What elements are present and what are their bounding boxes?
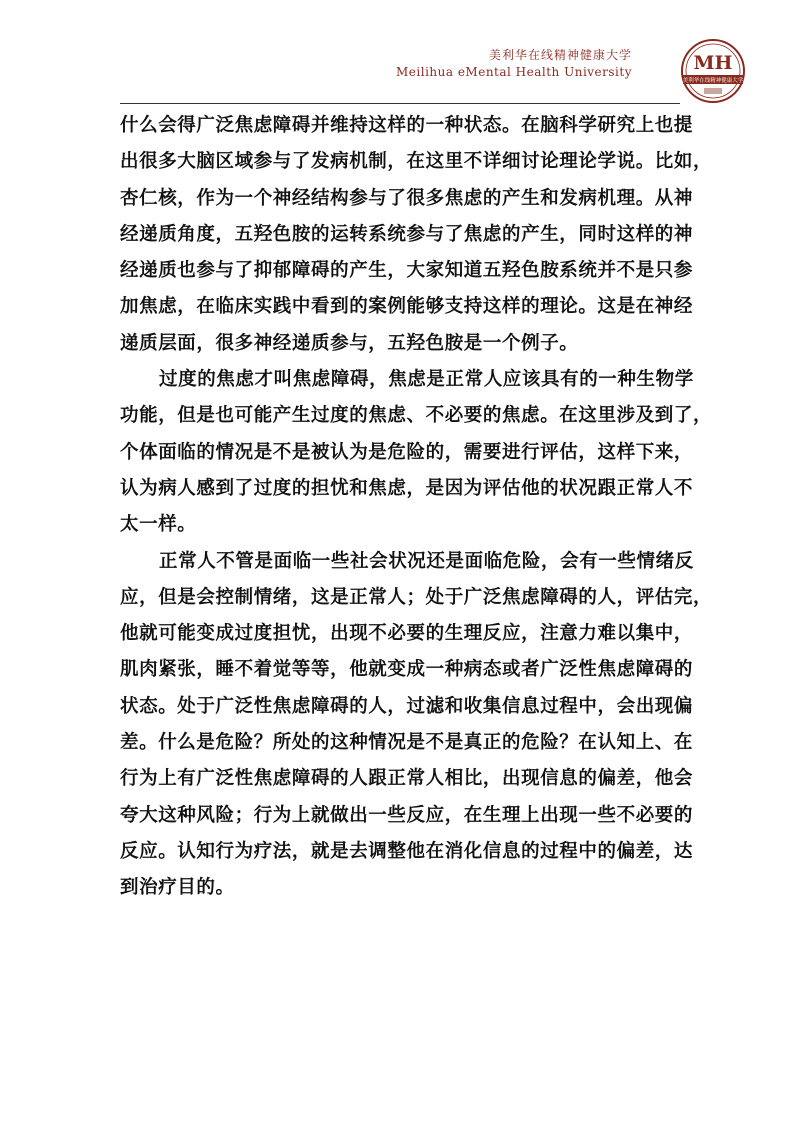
university-name-cn: 美利华在线精神健康大学: [488, 48, 632, 62]
paragraph-line: 状态。处于广泛性焦虑障碍的人，过滤和收集信息过程中，会出现偏: [120, 695, 694, 717]
page-header: [0, 0, 800, 110]
header-university-name: [396, 47, 632, 81]
paragraph-2: [120, 362, 713, 543]
paragraph-line: 加焦虑，在临床实践中看到的案例能够支持这样的理论。这是在神经: [120, 296, 694, 318]
paragraph-line: 什么会得广泛焦虑障碍并维持这样的一种状态。在脑科学研究上也提: [120, 115, 694, 136]
paragraph-line: 杏仁核，作为一个神经结构参与了很多焦虑的产生和发病机理。从神: [120, 187, 694, 209]
paragraph-line: 出很多大脑区域参与了发病机制，在这里不详细讨论理论学说。比如，: [120, 151, 713, 173]
paragraph-line: 个体面临的情况是不是被认为是危险的，需要进行评估，这样下来，: [120, 441, 694, 463]
paragraph-line: 递质层面，很多神经递质参与，五羟色胺是一个例子。: [120, 332, 579, 354]
paragraph-line: 他就可能变成过度担忧，出现不必要的生理反应，注意力难以集中，: [120, 623, 694, 645]
paragraph-line: 太一样。: [120, 514, 197, 536]
university-name-en: Meilihua eMental Health University: [396, 65, 632, 79]
paragraph-line: 行为上有广泛性焦虑障碍的人跟正常人相比，出现信息的偏差，他会: [120, 768, 694, 790]
document-body: [120, 108, 713, 907]
paragraph-line: 认为病人感到了过度的担忧和焦虑，是因为评估他的状况跟正常人不: [120, 477, 694, 499]
paragraph-line: 功能，但是也可能产生过度的焦虑、不必要的焦虑。在这里涉及到了，: [120, 405, 713, 427]
paragraph-line: 差。什么是危险？所处的这种情况是不是真正的危险？在认知上、在: [120, 732, 694, 754]
paragraph-line: 到治疗目的。: [120, 877, 235, 899]
paragraph-1: [120, 108, 713, 362]
paragraph-line: 夸大这种风险；行为上就做出一些反应，在生理上出现一些不必要的: [120, 804, 694, 826]
paragraph-line: 经递质角度，五羟色胺的运转系统参与了焦虑的产生，同时这样的神: [120, 223, 694, 245]
paragraph-line: 应，但是会控制情绪，这是正常人；处于广泛焦虑障碍的人，评估完，: [120, 586, 713, 608]
paragraph-line: 正常人不管是面临一些社会状况还是面临危险，会有一些情绪反: [159, 550, 694, 572]
header-divider: [120, 103, 680, 104]
mh-logo-icon: [680, 38, 746, 104]
svg-text:MH: MH: [693, 52, 733, 74]
paragraph-line: 过度的焦虑才叫焦虑障碍，焦虑是正常人应该具有的一种生物学: [159, 369, 694, 391]
paragraph-line: 反应。认知行为疗法，就是去调整他在消化信息的过程中的偏差，达: [120, 840, 694, 862]
paragraph-3: [120, 544, 713, 907]
paragraph-line: 经递质也参与了抑郁障碍的产生，大家知道五羟色胺系统并不是只参: [120, 260, 694, 282]
paragraph-line: 肌肉紧张，睡不着觉等等，他就变成一种病态或者广泛性焦虑障碍的: [120, 659, 694, 681]
svg-text:美利华在线精神健康大学: 美利华在线精神健康大学: [682, 78, 744, 84]
